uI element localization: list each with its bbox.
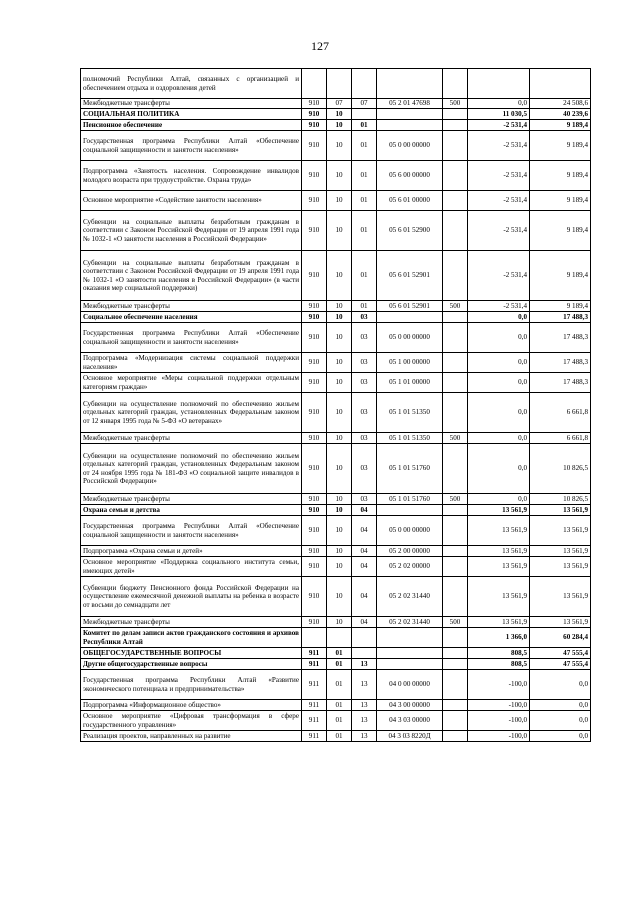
row-ved-cell: 911 (302, 648, 327, 659)
row-amount-1-cell: -2 531,4 (468, 211, 530, 251)
row-ved-cell: 911 (302, 711, 327, 731)
row-expense-type-cell (443, 191, 468, 211)
row-expense-type-cell: 500 (443, 99, 468, 109)
row-expense-type-cell (443, 393, 468, 433)
row-subsection-cell: 01 (352, 251, 377, 301)
row-target-article-cell: 05 2 01 47698 (377, 99, 443, 109)
row-name-cell: Межбюджетные трансферты (81, 99, 302, 109)
row-name-cell: СОЦИАЛЬНАЯ ПОЛИТИКА (81, 109, 302, 120)
table-row (81, 353, 591, 373)
row-subsection-cell: 13 (352, 700, 377, 711)
row-section-cell (327, 69, 352, 99)
table-row (81, 109, 591, 120)
row-name-cell: Основное мероприятие «Содействие занятости населения» (81, 191, 302, 211)
row-subsection-cell: 04 (352, 617, 377, 628)
row-section-cell: 10 (327, 312, 352, 323)
row-amount-1-cell: 0,0 (468, 494, 530, 505)
table-row (81, 301, 591, 312)
row-expense-type-cell (443, 131, 468, 161)
row-amount-1-cell: -2 531,4 (468, 161, 530, 191)
row-amount-2-cell: 13 561,9 (530, 516, 591, 546)
row-amount-2-cell: 6 661,8 (530, 433, 591, 444)
row-ved-cell: 910 (302, 557, 327, 577)
row-target-article-cell: 05 1 00 00000 (377, 353, 443, 373)
row-subsection-cell: 13 (352, 711, 377, 731)
row-amount-2-cell: 47 555,4 (530, 648, 591, 659)
table-row (81, 120, 591, 131)
row-amount-2-cell: 9 189,4 (530, 120, 591, 131)
row-section-cell: 01 (327, 670, 352, 700)
row-amount-2-cell: 9 189,4 (530, 211, 591, 251)
row-subsection-cell (352, 628, 377, 648)
row-amount-2-cell: 9 189,4 (530, 131, 591, 161)
row-ved-cell: 910 (302, 161, 327, 191)
row-amount-1-cell: 0,0 (468, 444, 530, 494)
row-amount-2-cell: 13 561,9 (530, 617, 591, 628)
table-row (81, 373, 591, 393)
row-amount-2-cell: 24 508,6 (530, 99, 591, 109)
row-amount-1-cell: 0,0 (468, 433, 530, 444)
row-amount-2-cell: 0,0 (530, 700, 591, 711)
row-ved-cell: 910 (302, 577, 327, 617)
row-ved-cell: 910 (302, 99, 327, 109)
row-amount-1-cell: -2 531,4 (468, 301, 530, 312)
row-expense-type-cell (443, 251, 468, 301)
row-expense-type-cell: 500 (443, 617, 468, 628)
row-section-cell: 10 (327, 577, 352, 617)
row-ved-cell: 910 (302, 546, 327, 557)
row-target-article-cell: 04 0 00 00000 (377, 670, 443, 700)
row-section-cell: 01 (327, 648, 352, 659)
row-ved-cell: 910 (302, 312, 327, 323)
row-amount-1-cell: 808,5 (468, 648, 530, 659)
row-subsection-cell: 01 (352, 191, 377, 211)
row-name-cell: Государственная программа Республики Алтай «Развитие экономического потенциала и предпринимательства» (81, 670, 302, 700)
row-expense-type-cell (443, 373, 468, 393)
table-row (81, 659, 591, 670)
row-ved-cell: 910 (302, 301, 327, 312)
row-section-cell: 01 (327, 731, 352, 742)
row-amount-1-cell: -2 531,4 (468, 131, 530, 161)
row-ved-cell: 910 (302, 373, 327, 393)
row-subsection-cell: 03 (352, 393, 377, 433)
table-row (81, 69, 591, 99)
row-ved-cell: 910 (302, 191, 327, 211)
row-section-cell: 10 (327, 191, 352, 211)
row-section-cell: 10 (327, 251, 352, 301)
table-row (81, 711, 591, 731)
row-target-article-cell: 05 1 01 51760 (377, 444, 443, 494)
row-name-cell: Другие общегосударственные вопросы (81, 659, 302, 670)
row-ved-cell: 910 (302, 617, 327, 628)
row-name-cell: Подпрограмма «Охрана семьи и детей» (81, 546, 302, 557)
row-subsection-cell: 07 (352, 99, 377, 109)
row-expense-type-cell (443, 69, 468, 99)
row-subsection-cell: 13 (352, 670, 377, 700)
row-expense-type-cell (443, 670, 468, 700)
row-amount-1-cell: 1 366,0 (468, 628, 530, 648)
row-expense-type-cell (443, 577, 468, 617)
row-amount-2-cell: 60 284,4 (530, 628, 591, 648)
table-row (81, 557, 591, 577)
row-section-cell: 10 (327, 323, 352, 353)
table-row (81, 546, 591, 557)
row-name-cell: Субвенции на осуществление полномочий по обеспечению жильем отдельных категорий граждан, установленных Федеральным законом от 24 ноября 1995 года № 181-ФЗ «О социальной защите инвалидов в Российской Федерации» (81, 444, 302, 494)
row-subsection-cell (352, 648, 377, 659)
row-target-article-cell: 04 3 03 00000 (377, 711, 443, 731)
row-target-article-cell: 05 2 02 31440 (377, 617, 443, 628)
row-name-cell: Межбюджетные трансферты (81, 301, 302, 312)
row-name-cell: Реализация проектов, направленных на развитие (81, 731, 302, 742)
row-amount-2-cell: 0,0 (530, 670, 591, 700)
row-subsection-cell: 03 (352, 494, 377, 505)
row-amount-2-cell: 13 561,9 (530, 546, 591, 557)
row-ved-cell: 910 (302, 393, 327, 433)
row-name-cell: Основное мероприятие «Поддержка социального института семьи, имеющих детей» (81, 557, 302, 577)
table-row (81, 577, 591, 617)
table-row (81, 731, 591, 742)
row-subsection-cell: 03 (352, 353, 377, 373)
row-ved-cell: 910 (302, 353, 327, 373)
row-amount-1-cell: -100,0 (468, 700, 530, 711)
row-subsection-cell: 04 (352, 557, 377, 577)
row-amount-1-cell: 0,0 (468, 373, 530, 393)
row-name-cell: Межбюджетные трансферты (81, 494, 302, 505)
row-subsection-cell: 13 (352, 731, 377, 742)
row-subsection-cell: 01 (352, 131, 377, 161)
row-subsection-cell (352, 109, 377, 120)
row-target-article-cell (377, 109, 443, 120)
row-amount-1-cell: 808,5 (468, 659, 530, 670)
row-ved-cell: 910 (302, 505, 327, 516)
row-target-article-cell: 05 1 01 51350 (377, 393, 443, 433)
row-expense-type-cell (443, 628, 468, 648)
row-amount-1-cell: 0,0 (468, 312, 530, 323)
row-amount-1-cell: 0,0 (468, 353, 530, 373)
row-section-cell: 10 (327, 109, 352, 120)
row-name-cell: Комитет по делам записи актов гражданского состояния и архивов Республики Алтай (81, 628, 302, 648)
row-amount-2-cell: 40 239,6 (530, 109, 591, 120)
row-expense-type-cell (443, 323, 468, 353)
row-name-cell: Субвенции на социальные выплаты безработным гражданам в соответствии с Законом Российской Федерации от 19 апреля 1991 года № 1032-1 «О занятости населения в Российской Федерации» (в части оказания мер социальной поддержки) (81, 251, 302, 301)
row-expense-type-cell (443, 444, 468, 494)
row-amount-2-cell: 9 189,4 (530, 301, 591, 312)
row-subsection-cell: 01 (352, 211, 377, 251)
row-expense-type-cell (443, 648, 468, 659)
row-amount-1-cell: -100,0 (468, 711, 530, 731)
row-expense-type-cell (443, 120, 468, 131)
row-target-article-cell: 04 3 03 8220Д (377, 731, 443, 742)
row-amount-1-cell (468, 69, 530, 99)
row-target-article-cell: 05 0 00 00000 (377, 323, 443, 353)
row-amount-2-cell: 13 561,9 (530, 577, 591, 617)
row-subsection-cell (352, 69, 377, 99)
row-expense-type-cell (443, 557, 468, 577)
row-name-cell: Подпрограмма «Модернизация системы социальной поддержки населения» (81, 353, 302, 373)
row-section-cell: 10 (327, 494, 352, 505)
row-amount-2-cell: 0,0 (530, 711, 591, 731)
row-ved-cell: 910 (302, 131, 327, 161)
row-expense-type-cell (443, 516, 468, 546)
row-section-cell: 10 (327, 433, 352, 444)
row-name-cell: ОБЩЕГОСУДАРСТВЕННЫЕ ВОПРОСЫ (81, 648, 302, 659)
row-section-cell: 10 (327, 301, 352, 312)
row-section-cell: 01 (327, 659, 352, 670)
row-section-cell: 01 (327, 700, 352, 711)
row-expense-type-cell (443, 659, 468, 670)
table-row (81, 494, 591, 505)
row-name-cell: Государственная программа Республики Алтай «Обеспечение социальной защищенности и занятости населения» (81, 516, 302, 546)
row-name-cell: Основное мероприятие «Цифровая трансформация в сфере государственного управления» (81, 711, 302, 731)
row-target-article-cell: 05 1 01 51760 (377, 494, 443, 505)
row-amount-2-cell: 6 661,8 (530, 393, 591, 433)
row-target-article-cell: 05 6 00 00000 (377, 161, 443, 191)
row-target-article-cell: 05 2 00 00000 (377, 546, 443, 557)
row-section-cell: 10 (327, 516, 352, 546)
row-amount-2-cell: 17 488,3 (530, 373, 591, 393)
row-amount-2-cell: 17 488,3 (530, 323, 591, 353)
row-subsection-cell: 13 (352, 659, 377, 670)
row-target-article-cell: 05 6 01 00000 (377, 191, 443, 211)
row-ved-cell (302, 69, 327, 99)
row-expense-type-cell (443, 700, 468, 711)
row-name-cell: полномочий Республики Алтай, связанных с организацией и обеспечением отдыха и оздоровления детей (81, 69, 302, 99)
table-row (81, 251, 591, 301)
row-section-cell: 10 (327, 393, 352, 433)
table-row (81, 670, 591, 700)
row-amount-1-cell: -2 531,4 (468, 191, 530, 211)
row-section-cell: 07 (327, 99, 352, 109)
row-subsection-cell: 04 (352, 505, 377, 516)
row-subsection-cell: 01 (352, 120, 377, 131)
row-ved-cell: 910 (302, 251, 327, 301)
row-ved-cell: 910 (302, 323, 327, 353)
row-amount-1-cell: 11 030,5 (468, 109, 530, 120)
table-row (81, 700, 591, 711)
row-subsection-cell: 04 (352, 516, 377, 546)
row-ved-cell: 910 (302, 444, 327, 494)
row-target-article-cell: 05 6 01 52901 (377, 251, 443, 301)
row-subsection-cell: 01 (352, 161, 377, 191)
row-amount-2-cell: 17 488,3 (530, 353, 591, 373)
row-subsection-cell: 04 (352, 546, 377, 557)
table-row (81, 191, 591, 211)
row-ved-cell: 911 (302, 659, 327, 670)
row-name-cell: Социальное обеспечение населения (81, 312, 302, 323)
row-section-cell: 01 (327, 711, 352, 731)
row-section-cell: 10 (327, 161, 352, 191)
row-amount-2-cell: 0,0 (530, 731, 591, 742)
row-expense-type-cell (443, 109, 468, 120)
row-amount-1-cell: 0,0 (468, 323, 530, 353)
row-section-cell: 10 (327, 131, 352, 161)
table-row (81, 648, 591, 659)
row-amount-2-cell: 9 189,4 (530, 161, 591, 191)
row-target-article-cell: 05 0 00 00000 (377, 516, 443, 546)
row-amount-2-cell: 10 826,5 (530, 494, 591, 505)
row-target-article-cell (377, 628, 443, 648)
table-row (81, 312, 591, 323)
budget-table (80, 68, 591, 742)
row-target-article-cell: 05 6 01 52901 (377, 301, 443, 312)
table-row (81, 161, 591, 191)
table-row (81, 444, 591, 494)
page-number: 127 (311, 39, 329, 53)
row-amount-1-cell: -2 531,4 (468, 251, 530, 301)
row-section-cell: 10 (327, 546, 352, 557)
row-section-cell: 10 (327, 444, 352, 494)
table-row (81, 628, 591, 648)
row-name-cell: Охрана семьи и детства (81, 505, 302, 516)
row-ved-cell: 910 (302, 433, 327, 444)
row-amount-2-cell: 9 189,4 (530, 251, 591, 301)
row-expense-type-cell (443, 161, 468, 191)
row-subsection-cell: 03 (352, 444, 377, 494)
row-name-cell: Субвенции на осуществление полномочий по обеспечению жильем отдельных категорий граждан, установленных Федеральным законом от 12 января 1995 года № 5-ФЗ «О ветеранах» (81, 393, 302, 433)
row-section-cell: 10 (327, 211, 352, 251)
row-section-cell: 10 (327, 353, 352, 373)
row-target-article-cell (377, 505, 443, 516)
row-amount-1-cell: 13 561,9 (468, 516, 530, 546)
row-amount-1-cell: 13 561,9 (468, 546, 530, 557)
row-expense-type-cell: 500 (443, 494, 468, 505)
table-row (81, 99, 591, 109)
table-row (81, 505, 591, 516)
row-ved-cell: 910 (302, 109, 327, 120)
row-expense-type-cell (443, 731, 468, 742)
row-name-cell: Пенсионное обеспечение (81, 120, 302, 131)
row-section-cell: 10 (327, 617, 352, 628)
row-amount-2-cell: 13 561,9 (530, 557, 591, 577)
row-name-cell: Субвенции на социальные выплаты безработным гражданам в соответствии с Законом Российской Федерации от 19 апреля 1991 года № 1032-1 «О занятости населения в Российской Федерации» (81, 211, 302, 251)
table-row (81, 433, 591, 444)
row-amount-2-cell: 47 555,4 (530, 659, 591, 670)
row-section-cell: 10 (327, 505, 352, 516)
row-section-cell: 10 (327, 373, 352, 393)
table-row (81, 211, 591, 251)
table-row (81, 393, 591, 433)
row-amount-2-cell (530, 69, 591, 99)
row-target-article-cell (377, 120, 443, 131)
table-row (81, 516, 591, 546)
row-amount-2-cell: 17 488,3 (530, 312, 591, 323)
row-ved-cell (302, 628, 327, 648)
row-target-article-cell (377, 659, 443, 670)
row-amount-1-cell: -2 531,4 (468, 120, 530, 131)
row-expense-type-cell: 500 (443, 433, 468, 444)
row-expense-type-cell (443, 211, 468, 251)
row-amount-1-cell: -100,0 (468, 731, 530, 742)
row-target-article-cell: 04 3 00 00000 (377, 700, 443, 711)
row-name-cell: Межбюджетные трансферты (81, 617, 302, 628)
row-section-cell: 10 (327, 557, 352, 577)
row-subsection-cell: 03 (352, 433, 377, 444)
row-subsection-cell: 04 (352, 577, 377, 617)
row-section-cell (327, 628, 352, 648)
row-name-cell: Межбюджетные трансферты (81, 433, 302, 444)
row-target-article-cell: 05 1 01 00000 (377, 373, 443, 393)
row-expense-type-cell (443, 505, 468, 516)
row-amount-2-cell: 13 561,9 (530, 505, 591, 516)
row-target-article-cell: 05 1 01 51350 (377, 433, 443, 444)
row-section-cell: 10 (327, 120, 352, 131)
row-ved-cell: 911 (302, 731, 327, 742)
row-expense-type-cell (443, 312, 468, 323)
row-target-article-cell: 05 0 00 00000 (377, 131, 443, 161)
row-amount-1-cell: 13 561,9 (468, 557, 530, 577)
row-target-article-cell (377, 648, 443, 659)
row-subsection-cell: 03 (352, 323, 377, 353)
row-target-article-cell: 05 2 02 31440 (377, 577, 443, 617)
row-expense-type-cell (443, 546, 468, 557)
row-target-article-cell: 05 6 01 52900 (377, 211, 443, 251)
row-subsection-cell: 01 (352, 301, 377, 312)
row-name-cell: Основное мероприятие «Меры социальной поддержки отдельным категориям граждан» (81, 373, 302, 393)
row-ved-cell: 911 (302, 700, 327, 711)
row-amount-1-cell: -100,0 (468, 670, 530, 700)
row-target-article-cell (377, 69, 443, 99)
row-amount-1-cell: 0,0 (468, 99, 530, 109)
row-subsection-cell: 03 (352, 373, 377, 393)
row-ved-cell: 910 (302, 494, 327, 505)
row-name-cell: Подпрограмма «Занятость населения. Сопровождение инвалидов молодого возраста при трудоустройстве. Охрана труда» (81, 161, 302, 191)
row-amount-1-cell: 13 561,9 (468, 617, 530, 628)
row-expense-type-cell (443, 353, 468, 373)
row-ved-cell: 910 (302, 211, 327, 251)
row-target-article-cell (377, 312, 443, 323)
row-ved-cell: 910 (302, 516, 327, 546)
row-subsection-cell: 03 (352, 312, 377, 323)
table-row (81, 323, 591, 353)
table-row (81, 617, 591, 628)
row-amount-1-cell: 13 561,9 (468, 577, 530, 617)
table-row (81, 131, 591, 161)
row-expense-type-cell: 500 (443, 301, 468, 312)
row-ved-cell: 910 (302, 120, 327, 131)
row-name-cell: Государственная программа Республики Алтай «Обеспечение социальной защищенности и занятости населения» (81, 323, 302, 353)
row-ved-cell: 911 (302, 670, 327, 700)
row-target-article-cell: 05 2 02 00000 (377, 557, 443, 577)
row-name-cell: Подпрограмма «Информационное общество» (81, 700, 302, 711)
row-amount-1-cell: 0,0 (468, 393, 530, 433)
row-amount-1-cell: 13 561,9 (468, 505, 530, 516)
row-amount-2-cell: 10 826,5 (530, 444, 591, 494)
row-expense-type-cell (443, 711, 468, 731)
row-amount-2-cell: 9 189,4 (530, 191, 591, 211)
row-name-cell: Субвенции бюджету Пенсионного фонда Российской Федерации на осуществление ежемесячной денежной выплаты на ребенка в возрасте от восьми до семнадцати лет (81, 577, 302, 617)
row-name-cell: Государственная программа Республики Алтай «Обеспечение социальной защищенности и занятости населения» (81, 131, 302, 161)
